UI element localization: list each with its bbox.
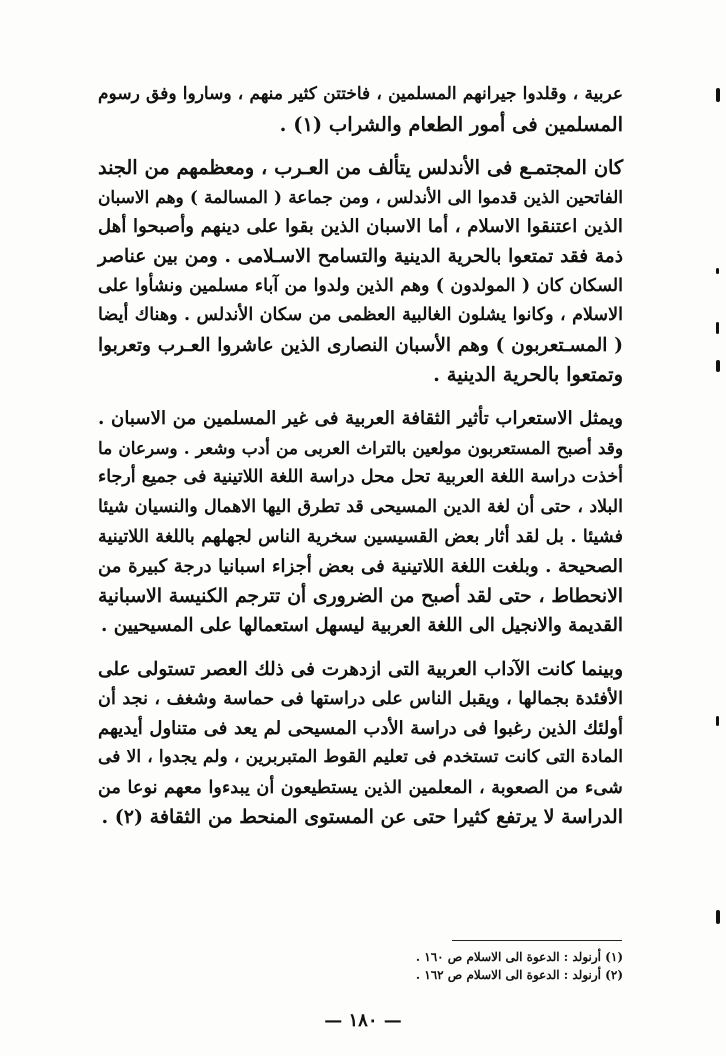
- footnote-2: (٢) أرنولد : الدعوة الى الاسلام ص ١٦٢ .: [415, 968, 623, 982]
- text-line: المادة التى كانت تستخدم فى تعليم القوط المتبربرين ، ولم يجدوا ، الا فى: [98, 747, 623, 768]
- paragraph-2: [98, 153, 623, 390]
- text-line: أخذت دراسة اللغة العربية تحل محل دراسة اللغة اللاتينية فى جميع أرجاء: [98, 467, 623, 488]
- text-line: الصحيحة . وبلغت اللغة اللاتينية فى بعض أجزاء اسبانيا درجة كبيرة من: [98, 555, 623, 577]
- scan-mark: [716, 716, 719, 726]
- text-line: السكان كان ( المولدون ) وهم الذين ولدوا من آباء مسلمين ونشأوا على: [98, 275, 623, 296]
- page-number: — ١٨٠ —: [324, 1010, 402, 1031]
- paragraph-3: [98, 404, 623, 641]
- text-line: كان المجتمـع فى الأندلس يتألف من العـرب ، ومعظمهم من الجند: [98, 156, 623, 180]
- text-line: الأفئدة بجمالها ، ويقبل الناس على دراستها فى حماسة وشغف ، نجد أن: [98, 688, 623, 710]
- text-line: وتمتعوا بالحرية الدينية .: [433, 363, 623, 387]
- text-line: الانحطاط ، حتى لقد أصبح من الضرورى أن تترجم الكنيسة الاسبانية: [98, 584, 623, 607]
- text-line: الدراسة لا يرتفع كثيرا حتى عن المستوى المنحط من الثقافة (٢) .: [101, 805, 623, 828]
- scan-mark: [716, 88, 720, 102]
- text-line: المسلمين فى أمور الطعام والشراب (١) .: [279, 112, 623, 136]
- body-text: [98, 80, 623, 832]
- footnote-divider: [452, 940, 622, 941]
- text-line: الاسلام ، وكانوا يشلون الغالبية العظمى من سكان الأندلس . وهناك أيضا: [98, 305, 623, 326]
- text-line: ذمة فقد تمتعوا بالحرية الدينية والتسامح الاسـلامى . ومن بين عناصر: [98, 245, 623, 267]
- scan-mark: [716, 360, 720, 372]
- text-line: ( المسـتعربون ) وهم الأسبان النصارى الذين عاشروا العـرب وتعربوا: [98, 334, 623, 356]
- text-line: الفاتحين الذين قدموا الى الأندلس ، ومن جماعة ( المسالمة ) وهم الاسبان: [98, 186, 623, 207]
- footnote-1: (١) أرنولد : الدعوة الى الاسلام ص ١٦٠ .: [415, 950, 623, 964]
- text-line: وقد أصبح المستعربون مولعين بالتراث العربى من أدب وشعر . وسرعان ما: [98, 437, 623, 458]
- text-line: فشيئا . بل لقد أثار بعض القسيسين سخرية الناس لجهلهم باللغة اللاتينية: [98, 526, 623, 548]
- text-line: القديمة والانجيل الى اللغة العربية ليسهل استعمالها على المسيحيين .: [101, 615, 623, 637]
- scan-mark: [716, 268, 719, 274]
- text-line: وبينما كانت الآداب العربية التى ازدهرت فى ذلك العصر تستولى على: [98, 658, 623, 680]
- scan-mark: [716, 910, 720, 924]
- text-line: شىء من الصعوبة ، المعلمين الذين يستطيعون أن يبدءوا معهم نوعا من: [98, 777, 623, 799]
- text-line: البلاد ، حتى أن لغة الدين المسيحى قد تطرق اليها الاهمال والنسيان شيئا: [98, 496, 623, 517]
- text-line: أولئك الذين رغبوا فى دراسة الأدب المسيحى لم يعد فى متناول أيديهم: [98, 717, 623, 739]
- text-line: الذين اعتنقوا الاسلام ، أما الاسبان الذين بقوا على دينهم وأصبحوا أهل: [98, 216, 623, 238]
- paragraph-1: [98, 80, 623, 139]
- text-line: عربية ، وقلدوا جيرانهم المسلمين ، فاختتن كثير منهم ، وساروا وفق رسوم: [98, 84, 623, 104]
- footnotes: [416, 948, 623, 984]
- paragraph-4: [98, 655, 623, 833]
- text-line: ويمثل الاستعراب تأثير الثقافة العربية فى غير المسلمين من الاسبان .: [98, 407, 623, 429]
- scan-mark: [716, 322, 719, 334]
